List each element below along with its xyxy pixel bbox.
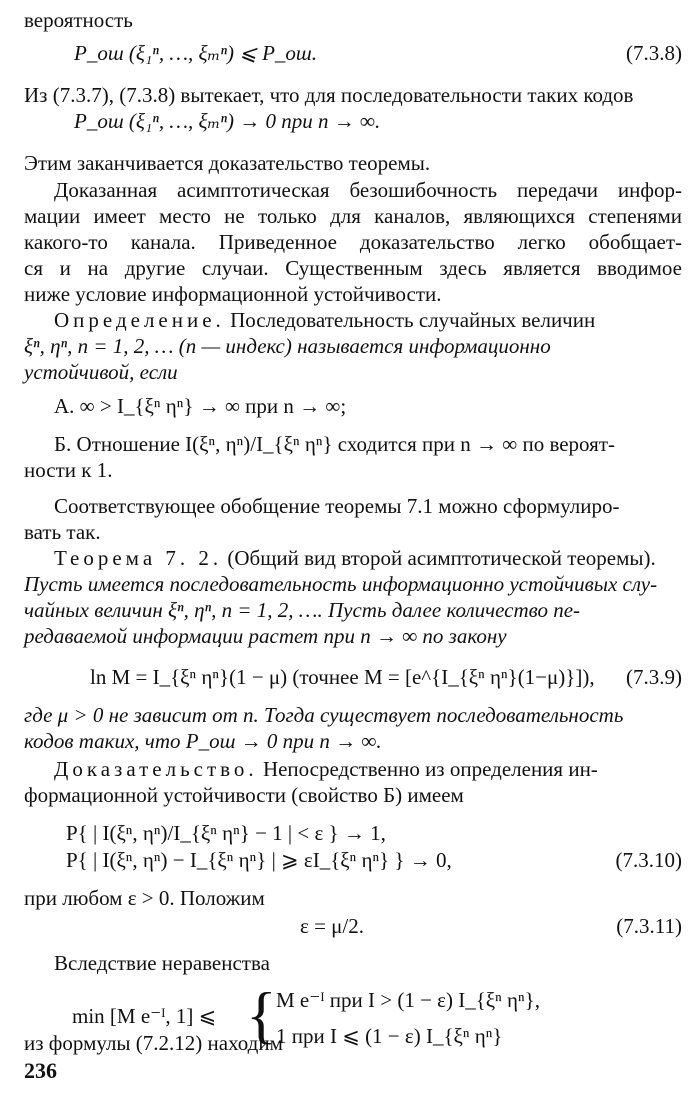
equation-line: P{ | I(ξⁿ, ηⁿ)/I_{ξⁿ ηⁿ} − 1 | < ε } → 1, bbox=[66, 821, 386, 845]
definition-heading: Определение. bbox=[54, 308, 225, 332]
equation-number: (7.3.8) bbox=[626, 41, 682, 65]
text-line: Из (7.3.7), (7.3.8) вытекает, что для последовательности таких кодов bbox=[24, 83, 634, 107]
text-line: Пусть имеется последовательность информационно устойчивых слу- bbox=[24, 572, 658, 596]
text-line: устойчивой, если bbox=[24, 360, 178, 384]
text-line: формационной устойчивости (свойство Б) имеем bbox=[24, 783, 464, 807]
text-line: Этим заканчивается доказательство теоремы. bbox=[24, 151, 431, 175]
equation-case-2: 1 при I ⩽ (1 − ε) I_{ξⁿ ηⁿ} bbox=[276, 1024, 503, 1048]
equation-body: ln M = I_{ξⁿ ηⁿ}(1 − μ) (точнее M = [e^{I_{ξⁿ ηⁿ}(1−μ)}]), bbox=[90, 665, 595, 689]
equation-left: min [M e⁻ᴵ, 1] ⩽ bbox=[72, 1004, 217, 1028]
equation-number: (7.3.10) bbox=[615, 848, 682, 872]
equation-number: (7.3.9) bbox=[626, 665, 682, 689]
text-line: Вследствие неравенства bbox=[54, 951, 270, 975]
equation-body: ε = μ/2. bbox=[300, 914, 365, 938]
theorem-heading: Теорема 7. 2. bbox=[54, 546, 223, 570]
equation-body: P_ош (ξ₁ⁿ, …, ξₘⁿ) → 0 при n → ∞. bbox=[74, 109, 381, 133]
text-line: ся и на другие случаи. Существенным здесь является вводимое bbox=[24, 256, 682, 280]
text-line: Доказанная асимптотическая безошибочность передачи инфор- bbox=[54, 178, 682, 202]
condition-b: Б. Отношение I(ξⁿ, ηⁿ)/I_{ξⁿ ηⁿ} сходится при n → ∞ по вероят- bbox=[54, 432, 615, 456]
proof-heading: Доказательство. bbox=[54, 757, 258, 781]
definition-line: Определение. Последовательность случайных величин bbox=[54, 308, 596, 332]
text-line: вероятность bbox=[24, 8, 133, 32]
text-line: ξⁿ, ηⁿ, n = 1, 2, … (n — индекс) называется информационно bbox=[24, 334, 551, 358]
text-line: при любом ε > 0. Положим bbox=[24, 886, 265, 910]
text-line: ниже условие информационной устойчивости. bbox=[24, 282, 442, 306]
text-line: мации имеет место не только для каналов, являющихся степенями bbox=[24, 204, 682, 228]
equation-case-1: M e⁻ᴵ при I > (1 − ε) I_{ξⁿ ηⁿ}, bbox=[276, 988, 540, 1012]
text-line: ности к 1. bbox=[24, 458, 113, 482]
text-line: кодов таких, что P_ош → 0 при n → ∞. bbox=[24, 729, 382, 753]
text-line: из формулы (7.2.12) находим bbox=[24, 1031, 283, 1055]
page-number: 236 bbox=[24, 1058, 57, 1083]
brace-symbol: { bbox=[246, 979, 277, 1050]
text-line: Соответствующее обобщение теоремы 7.1 можно сформулиро- bbox=[54, 494, 620, 518]
condition-a: А. ∞ > I_{ξⁿ ηⁿ} → ∞ при n → ∞; bbox=[54, 394, 347, 418]
equation-number: (7.3.11) bbox=[616, 914, 682, 938]
theorem-line: Теорема 7. 2. (Общий вид второй асимптотической теоремы). bbox=[54, 546, 656, 570]
text-line: редаваемой информации растет при n → ∞ по закону bbox=[24, 624, 507, 648]
text-line: какого-то канала. Приведенное доказательство легко обобщает- bbox=[24, 230, 682, 254]
text-line: вать так. bbox=[24, 520, 101, 544]
equation-body: P_ош (ξ₁ⁿ, …, ξₘⁿ) ⩽ P_ош. bbox=[74, 41, 318, 65]
text-line: чайных величин ξⁿ, ηⁿ, n = 1, 2, …. Пусть далее количество пе- bbox=[24, 598, 581, 622]
text-line: где μ > 0 не зависит от n. Тогда существует последовательность bbox=[24, 703, 624, 727]
proof-line: Доказательство. Непосредственно из определения ин- bbox=[54, 757, 598, 781]
equation-line: P{ | I(ξⁿ, ηⁿ) − I_{ξⁿ ηⁿ} | ⩾ εI_{ξⁿ ηⁿ} } → 0, bbox=[66, 848, 452, 872]
